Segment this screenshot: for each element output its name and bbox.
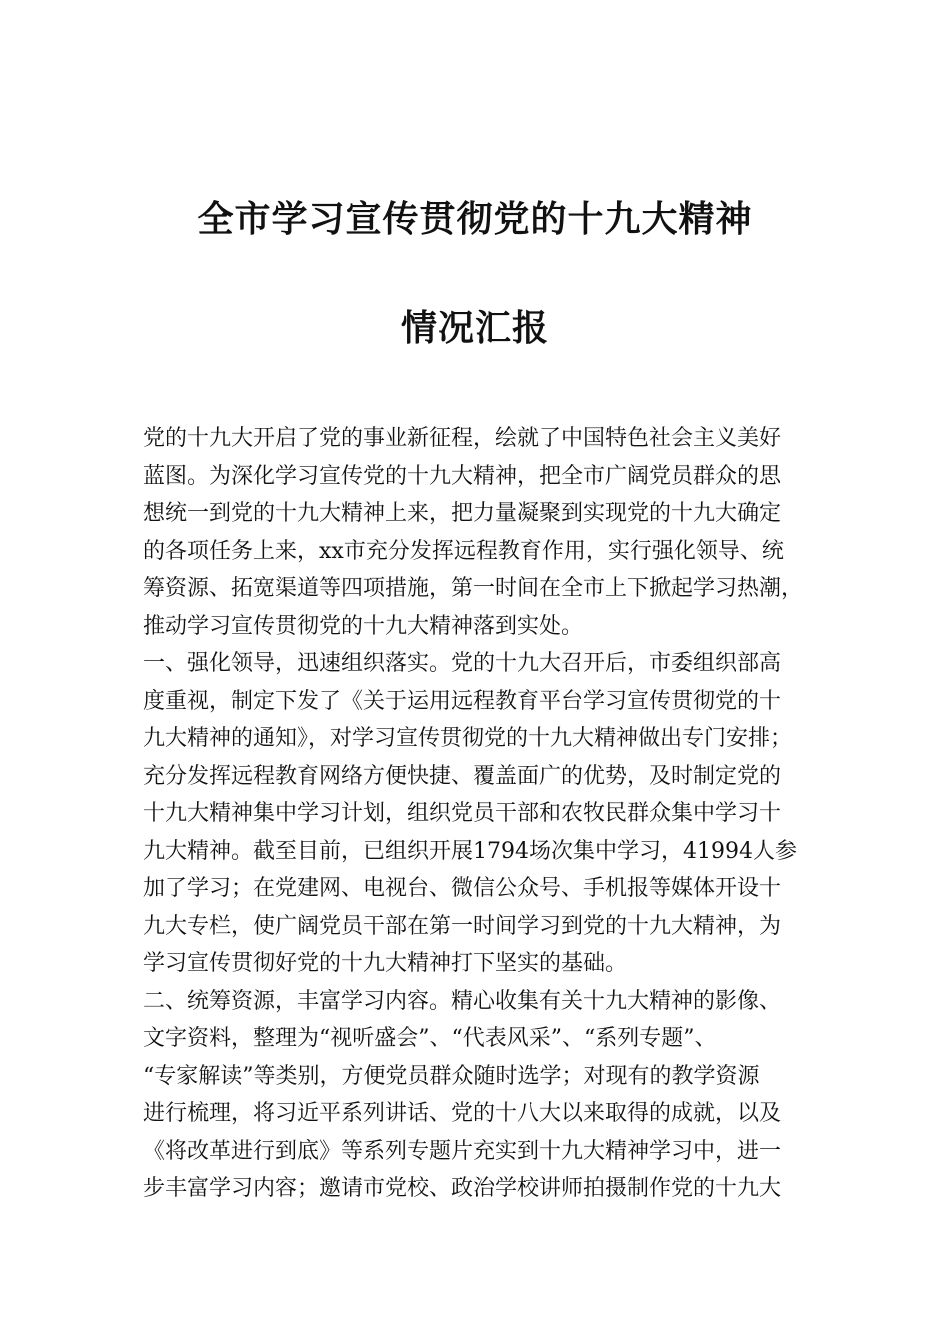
body-line: 九大专栏，使广阔党员干部在第一时间学习到党的十九大精神，为 <box>143 913 782 939</box>
body-line: 《将改革进行到底》等系列专题片充实到十九大精神学习中，进一 <box>143 1138 782 1164</box>
body-line: 加了学习；在党建网、电视台、微信公众号、手机报等媒体开设十 <box>143 876 782 901</box>
body-line: “专家解读”等类别，方便党员群众随时选学；对现有的教学资源 <box>143 1063 760 1089</box>
body-line: 的各项任务上来，xx市充分发挥远程教育作用，实行强化领导、统 <box>143 538 784 564</box>
body-line: 度重视，制定下发了《关于运用远程教育平台学习宣传贯彻党的十 <box>143 688 782 714</box>
body-line: 九大精神。截至目前，已组织开展1794场次集中学习，41994人参 <box>143 838 797 864</box>
body-line: 进行梳理，将习近平系列讲话、党的十八大以来取得的成就，以及 <box>143 1101 782 1126</box>
section-heading-line: 二、统筹资源，丰富学习内容。精心收集有关十九大精神的影像、 <box>143 988 782 1014</box>
body-line: 文字资料，整理为“视听盛会”、“代表风采”、“系列专题”、 <box>143 1026 717 1051</box>
body-line: 十九大精神集中学习计划，组织党员干部和农牧民群众集中学习十 <box>143 801 782 826</box>
body-line: 步丰富学习内容；邀请市党校、政治学校讲师拍摄制作党的十九大 <box>143 1176 782 1201</box>
body-line: 学习宣传贯彻好党的十九大精神打下坚实的基础。 <box>143 951 628 976</box>
section-heading-line: 一、强化领导，迅速组织落实。党的十九大召开后，市委组织部高 <box>143 651 782 676</box>
document-title-line-1: 全市学习宣传贯彻党的十九大精神 <box>197 199 753 240</box>
body-line: 蓝图。为深化学习宣传党的十九大精神，把全市广阔党员群众的思 <box>143 463 782 489</box>
body-line: 推动学习宣传贯彻党的十九大精神落到实处。 <box>143 613 584 639</box>
body-line: 筹资源、拓宽渠道等四项措施，第一时间在全市上下掀起学习热潮， <box>143 576 804 601</box>
body-line: 充分发挥远程教育网络方便快捷、覆盖面广的优势，及时制定党的 <box>143 763 782 789</box>
body-line: 想统一到党的十九大精神上来，把力量凝聚到实现党的十九大确定 <box>143 501 782 526</box>
document-title-line-2: 情况汇报 <box>400 308 549 349</box>
body-line: 党的十九大开启了党的事业新征程，绘就了中国特色社会主义美好 <box>143 426 782 451</box>
document-body <box>143 420 823 1208</box>
body-line: 九大精神的通知》，对学习宣传贯彻党的十九大精神做出专门安排； <box>143 726 793 751</box>
